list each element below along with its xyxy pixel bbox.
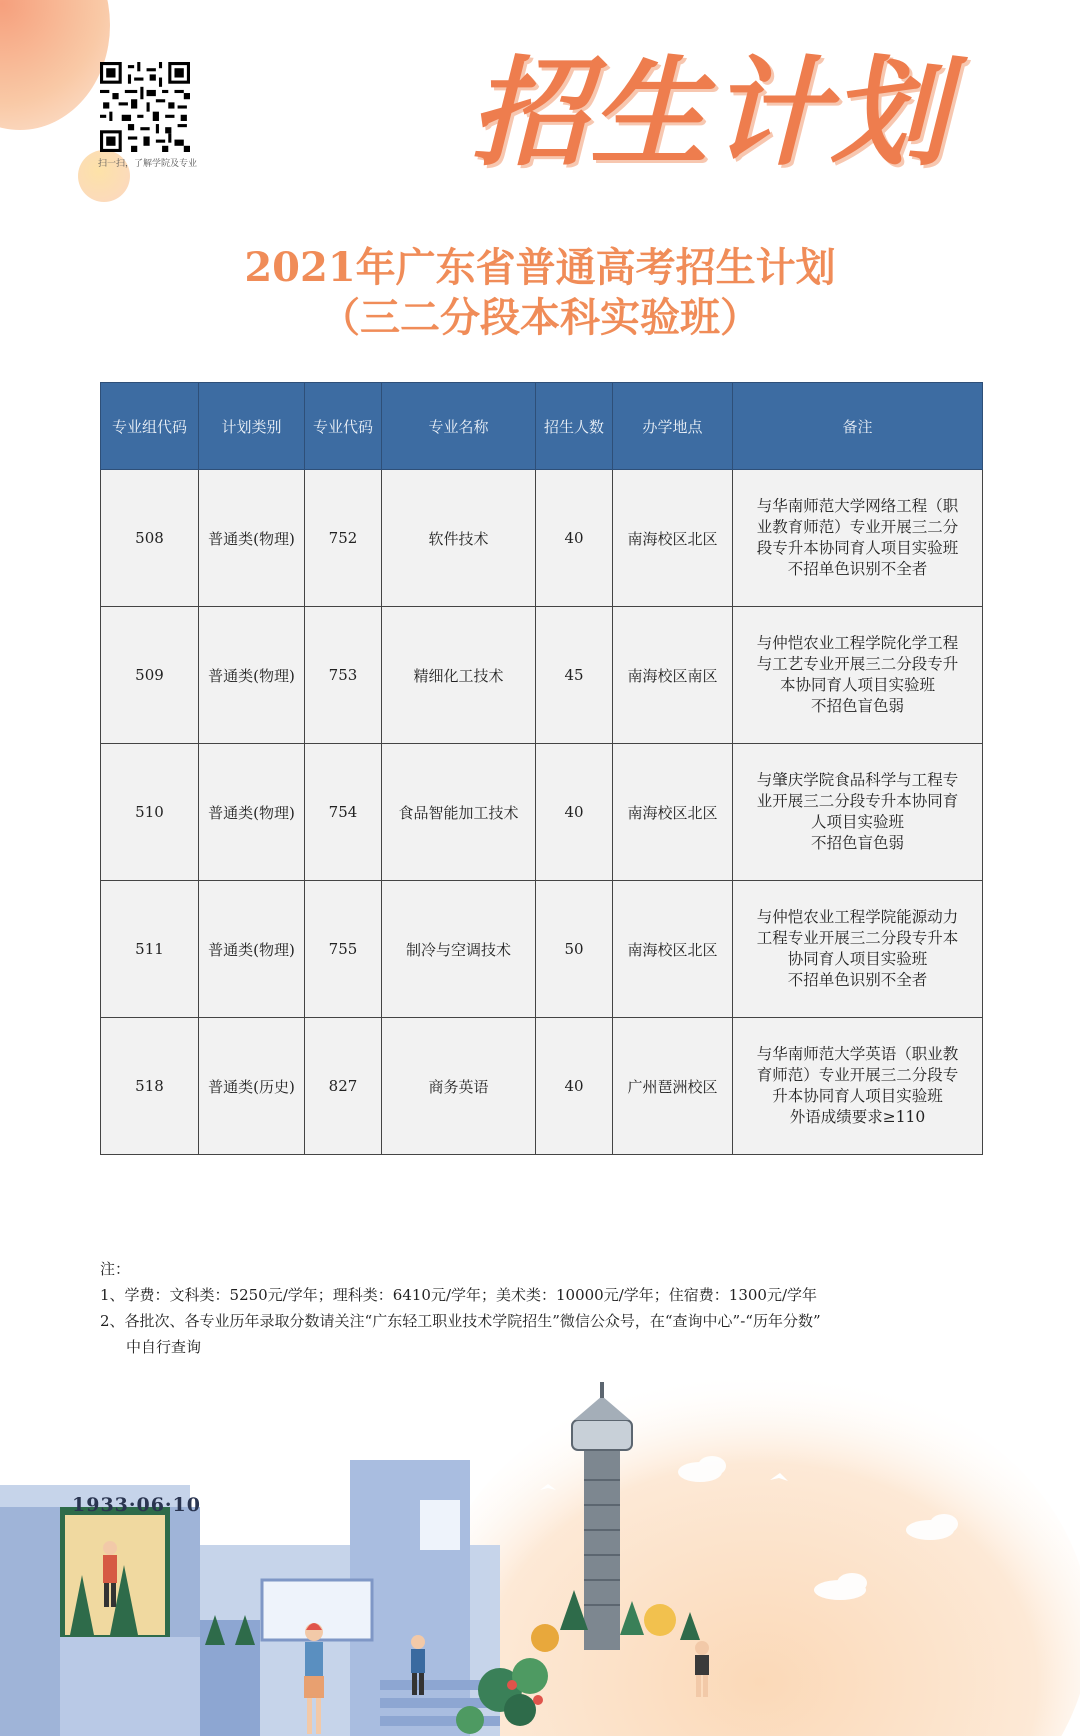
notes-heading: 注：: [100, 1260, 131, 1278]
group-code-cell: 508: [101, 470, 199, 607]
major-code-cell: 754: [305, 744, 382, 881]
remarks-line: 人项目实验班: [810, 813, 904, 831]
category-cell: 普通类(物理): [199, 744, 305, 881]
note-item-continued: 中自行查询: [126, 1338, 202, 1356]
table-row: [101, 470, 983, 607]
group-code-cell: 509: [101, 607, 199, 744]
remarks-cell: [733, 470, 983, 607]
column-header: 专业代码: [305, 383, 382, 470]
table-row: [101, 1018, 983, 1155]
count-cell: 40: [536, 1018, 613, 1155]
count-cell: 45: [536, 607, 613, 744]
campus-illustration: [0, 1380, 1080, 1736]
column-header: 计划类别: [199, 383, 305, 470]
group-code-cell: 518: [101, 1018, 199, 1155]
remarks-line: 不招色盲色弱: [810, 697, 904, 715]
remarks-line: 协同育人项目实验班: [787, 950, 928, 968]
remarks-line: 本协同育人项目实验班: [779, 676, 935, 694]
remarks-line: 不招单色识别不全者: [787, 971, 928, 989]
remarks-line: 业教育师范）专业开展三二分: [756, 518, 959, 536]
major-code-cell: 753: [305, 607, 382, 744]
memorial-gate: [0, 1485, 200, 1736]
category-cell: 普通类(物理): [199, 881, 305, 1018]
page-title-line1: 2021年广东省普通高考招生计划: [244, 244, 836, 291]
category-cell: 普通类(物理): [199, 470, 305, 607]
group-code-cell: 511: [101, 881, 199, 1018]
table-row: [101, 744, 983, 881]
remarks-line: 育师范）专业开展三二分段专: [756, 1066, 959, 1084]
remarks-cell: [733, 881, 983, 1018]
count-cell: 40: [536, 744, 613, 881]
remarks-line: 段专升本协同育人项目实验班: [756, 539, 959, 557]
location-cell: 南海校区北区: [613, 881, 733, 1018]
major-name-cell: 精细化工技术: [382, 607, 536, 744]
count-cell: 50: [536, 881, 613, 1018]
remarks-line: 外语成绩要求≥110: [789, 1108, 926, 1126]
remarks-cell: [733, 744, 983, 881]
major-name-cell: 制冷与空调技术: [382, 881, 536, 1018]
major-code-cell: 827: [305, 1018, 382, 1155]
column-header: 专业组代码: [101, 383, 199, 470]
page-title-line2: （三二分段本科实验班）: [320, 294, 760, 341]
location-cell: 南海校区北区: [613, 470, 733, 607]
location-cell: 南海校区南区: [613, 607, 733, 744]
note-item: 1、学费：文科类：5250元/学年；理科类：6410元/学年；美术类：10000元/学年；住宿费：1300元/学年: [100, 1286, 818, 1304]
major-name-cell: 商务英语: [382, 1018, 536, 1155]
qr-code-icon: [100, 62, 190, 152]
note-item: 2、各批次、各专业历年录取分数请关注“广东轻工职业技术学院招生”微信公众号，在“查询中心”-“历年分数”: [100, 1312, 821, 1330]
column-header: 招生人数: [536, 383, 613, 470]
category-cell: 普通类(物理): [199, 607, 305, 744]
remarks-cell: [733, 1018, 983, 1155]
corner-blob-pink: [0, 0, 110, 130]
remarks-line: 业开展三二分段专升本协同育: [756, 792, 959, 810]
column-header: 备注: [733, 383, 983, 470]
remarks-line: 与肇庆学院食品科学与工程专: [756, 771, 959, 789]
table-row: [101, 881, 983, 1018]
date-sign: 1933·06·10: [72, 1494, 201, 1516]
column-header: 办学地点: [613, 383, 733, 470]
remarks-line: 与华南师范大学网络工程（职: [756, 497, 959, 515]
major-code-cell: 755: [305, 881, 382, 1018]
count-cell: 40: [536, 470, 613, 607]
major-name-cell: 食品智能加工技术: [382, 744, 536, 881]
table-header-row: [101, 383, 983, 470]
remarks-line: 与仲恺农业工程学院化学工程: [756, 634, 959, 652]
remarks-line: 工程专业开展三二分段专升本: [756, 929, 959, 947]
major-code-cell: 752: [305, 470, 382, 607]
teaching-building: [200, 1460, 500, 1736]
column-header: 专业名称: [382, 383, 536, 470]
category-cell: 普通类(历史): [199, 1018, 305, 1155]
remarks-cell: [733, 607, 983, 744]
hero-title: 招生计划: [470, 44, 951, 182]
location-cell: 广州琶洲校区: [613, 1018, 733, 1155]
enrollment-table: [100, 382, 983, 1155]
remarks-line: 升本协同育人项目实验班: [772, 1087, 943, 1105]
table-row: [101, 607, 983, 744]
location-cell: 南海校区北区: [613, 744, 733, 881]
remarks-line: 与华南师范大学英语（职业教: [756, 1045, 959, 1063]
group-code-cell: 510: [101, 744, 199, 881]
major-name-cell: 软件技术: [382, 470, 536, 607]
remarks-line: 与工艺专业开展三二分段专升: [756, 655, 959, 673]
qr-caption: 扫一扫，了解学院及专业: [98, 159, 198, 169]
remarks-line: 与仲恺农业工程学院能源动力: [756, 908, 959, 926]
notes-section: [100, 1256, 980, 1360]
remarks-line: 不招单色识别不全者: [787, 560, 928, 578]
remarks-line: 不招色盲色弱: [810, 834, 904, 852]
